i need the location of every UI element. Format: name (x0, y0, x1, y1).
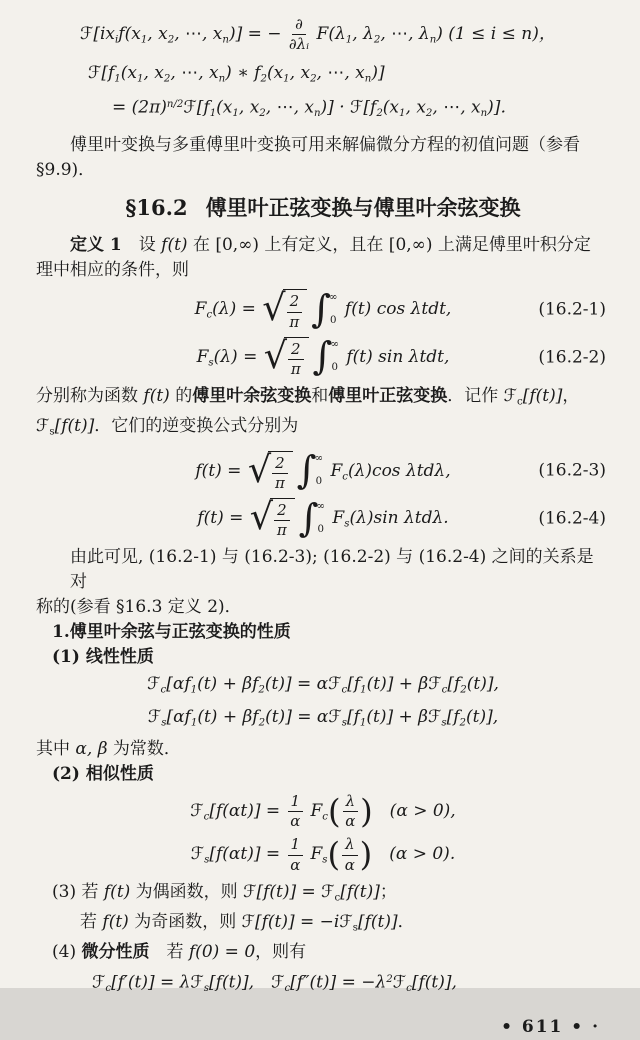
section-title: 傅里叶正弦变换与傅里叶余弦变换 (205, 195, 521, 221)
intro-paragraph-line2: §9.9)． (36, 160, 96, 181)
property-3-line1: (3) 若 f(t) 为偶函数，则 ℱ[f(t)] = ℱc[f(t)]； (52, 881, 397, 903)
property-1-heading: (1) 线性性质 (52, 647, 154, 668)
equation-similarity-sine: ℱs[f(αt)] = $\frac{1}{\alpha}$ Fs( $\frac{\lambda}{\alpha}$ ) (α > 0). (190, 835, 456, 874)
equation-16-2-3-tag: (16.2-3) (538, 460, 606, 481)
equation-16-2-1 (36, 286, 610, 333)
equation-16-2-1-tag: (16.2-1) (538, 299, 606, 320)
property-4-line: (4) 微分性质 若 f(0) = 0，则有 (52, 942, 307, 963)
equation-linearity-cosine: ℱc[αf1(t) + βf2(t)] = αℱc[f1(t)] + βℱc[f2(t)], (147, 674, 499, 696)
equation-16-2-4-body: f(t) = √ $\frac{2}{\pi}$ ∫ ∞ 0 Fs(λ)sin λtdλ. (197, 495, 449, 541)
equation-16-2-4 (36, 495, 610, 541)
equation-linearity-sine: ℱs[αf1(t) + βf2(t)] = αℱs[f1(t)] + βℱs[f2(t)], (147, 706, 499, 728)
property-3-line2: 若 f(t) 为奇函数，则 ℱ[f(t)] = −iℱs[f(t)]． (80, 911, 415, 934)
equation-16-2-2-body: Fs(λ) = √ $\frac{2}{\pi}$ ∫ ∞ 0 f(t) sin λtdt, (196, 333, 450, 380)
equation-differentiation: ℱc[f′(t)] = λℱs[f(t)], ℱc[f″(t)] = $-\lambda^2ℱc[f(t)]$, (92, 972, 457, 995)
symmetry-paragraph-line2: 称的(参看 §16.3 定义 2)． (36, 597, 242, 618)
symmetry-paragraph-line1: 由此可见, (16.2-1) 与 (16.2-3); (16.2-2) 与 (16.2-4) 之间的关系是对 (70, 547, 594, 593)
property-2-heading: (2) 相似性质 (52, 763, 154, 784)
equation-convolution-line2: = $(2\pi)^{n/2}ℱ[f1(x1$, x2, ⋯, xn)] · ℱ[f2(x1, x2, ⋯, xn)]． (112, 97, 518, 119)
definition-line2: 理中相应的条件，则 (36, 260, 189, 281)
equation-multifourier-derivative: ℱ[ixif(x1, x2, ⋯, xn)] = − $\frac{\partial}{\text{∂λᵢ}}$ F(λ1, λ2, ⋯, λn) (1 ≤ i ≤ n)， (80, 15, 556, 54)
properties-heading: 1.傅里叶余弦与正弦变换的性质 (52, 622, 291, 643)
equation-16-2-2 (36, 333, 610, 380)
naming-paragraph-line2: ℱs[f(t)]．它们的逆变换公式分别为 (36, 416, 299, 438)
equation-16-2-1-body: Fc(λ) = √ $\frac{2}{\pi}$ ∫ ∞ 0 f(t) cos λtdt, (194, 286, 452, 333)
equation-convolution-line1: ℱ[f1(x1, x2, ⋯, xn) ∗ f2(x1, x2, ⋯, xn)] (88, 63, 385, 85)
equation-16-2-2-tag: (16.2-2) (538, 347, 606, 368)
equation-16-2-3 (36, 447, 610, 494)
definition-line1: 定义 1 设 f(t) 在 [0,∞) 上有定义，且在 [0,∞) 上满足傅里叶积分定 (70, 235, 591, 256)
page-number: • 611 • · (501, 1017, 600, 1038)
equation-16-2-3-body: f(t) = √ $\frac{2}{\pi}$ ∫ ∞ 0 Fc(λ)cos λtdλ, (195, 447, 451, 494)
constants-note-line: 其中 α, β 为常数． (36, 738, 181, 759)
equation-similarity-cosine: ℱc[f(αt)] = $\frac{1}{\alpha}$ Fc( $\frac{\lambda}{\alpha}$ ) (α > 0), (190, 791, 456, 831)
section-number: §16.2 (125, 195, 188, 221)
equation-16-2-4-tag: (16.2-4) (538, 508, 606, 529)
naming-paragraph-line1: 分别称为函数 f(t) 的傅里叶余弦变换和傅里叶正弦变换．记作 ℱc[f(t)]， (36, 386, 580, 408)
intro-paragraph-line1: 傅里叶变换与多重傅里叶变换可用来解偏微分方程的初值问题（参看 (70, 135, 580, 156)
section-heading (36, 193, 610, 223)
